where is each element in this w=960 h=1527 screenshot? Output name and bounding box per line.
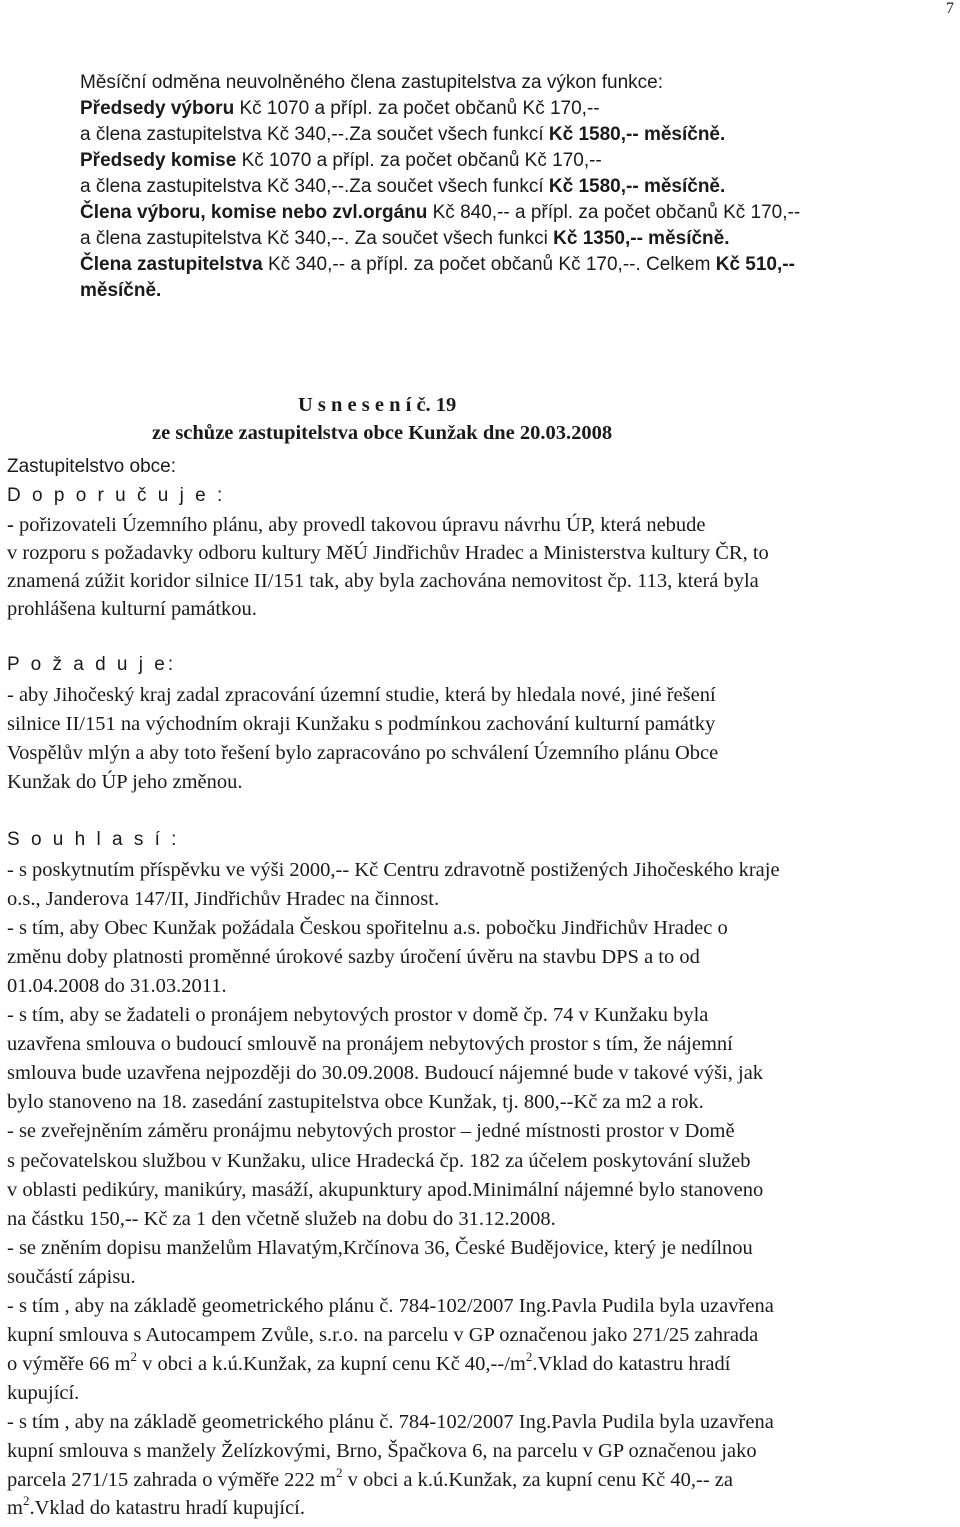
text-run: Kč 1070 a přípl. za počet občanů Kč 170,-- (236, 150, 602, 171)
text-run: v obci a k.ú.Kunžak, za kupní cenu Kč 40,--/m (137, 1353, 526, 1375)
text-run: .Vklad do katastru hradí (532, 1353, 731, 1375)
agrees-line: - s poskytnutím příspěvku ve výši 2000,-- Kč Centru zdravotně postižených Jihočeského kraje (7, 859, 780, 881)
text-run: a člena zastupitelstva Kč 340,--.Za součet všech funkcí (80, 124, 549, 145)
bold-label: Člena výboru, komise nebo zvl.orgánu (80, 202, 428, 223)
text-run: .Vklad do katastru hradí kupující. (29, 1497, 306, 1519)
recommends-line (7, 512, 706, 538)
text-run: a člena zastupitelstva Kč 340,--. Za součet všech funkci (80, 228, 554, 249)
agrees-line: - s tím, aby Obec Kunžak požádala Českou spořitelnu a.s. pobočku Jindřichův Hradec o (7, 917, 728, 939)
text-run: m (7, 1497, 23, 1519)
recommends-line: znamená zúžit koridor silnice II/151 tak, aby byla zachována nemovitost čp. 113, která byla (7, 570, 759, 592)
resolution-subtitle: ze schůze zastupitelstva obce Kunžak dne 20.03.2008 (152, 422, 613, 444)
text-run: pořizovateli Územního plánu, aby provedl takovou úpravu návrhu ÚP, která nebude (13, 514, 706, 536)
agrees-line: změnu doby platnosti proměnné úrokové sazby úročení úvěru na stavbu DPS a to od (7, 946, 700, 968)
superscript: 2 (22, 1493, 30, 1509)
agrees-line: uzavřena smlouva o budoucí smlouvě na pronájem nebytových prostor s tím, že nájemní (7, 1033, 733, 1055)
bold-amount: Kč 1580,-- měsíčně. (548, 124, 726, 145)
agrees-line: - s tím , aby na základě geometrického plánu č. 784-102/2007 Ing.Pavla Pudila byla uzavřena (7, 1411, 774, 1433)
text-run: v obci a k.ú.Kunžak, za kupní cenu Kč 40,-- za (342, 1469, 734, 1491)
bold-label: Předsedy komise (80, 150, 237, 171)
recommends-heading: D o p o r u č u j e : (7, 485, 226, 506)
agrees-line: kupující. (7, 1382, 80, 1404)
text-run: parcela 271/15 zahrada o výměře 222 m (7, 1469, 337, 1491)
remuneration-line: Měsíční odměna neuvolněného člena zastupitelstva za výkon funkce: (80, 72, 664, 93)
remuneration-line (80, 174, 725, 200)
page-number: 7 (946, 0, 954, 17)
remuneration-line (80, 200, 800, 226)
agrees-line: smlouva bude uzavřena nejpozději do 30.09.2008. Budoucí nájemné bude v takové výši, jak (7, 1062, 764, 1084)
text-run: a člena zastupitelstva Kč 340,--.Za součet všech funkcí (80, 176, 549, 197)
agrees-line: bylo stanoveno na 18. zasedání zastupitelstva obce Kunžak, tj. 800,--Kč za m2 a rok. (7, 1091, 704, 1113)
agrees-line (7, 1495, 305, 1521)
agrees-line: o.s., Janderova 147/II, Jindřichův Hradec na činnost. (7, 888, 440, 910)
bold-amount: Kč 1580,-- měsíčně. (548, 176, 726, 197)
superscript: 2 (525, 1349, 533, 1365)
bold-amount: Kč 1350,-- měsíčně. (553, 228, 730, 249)
requests-line: Vospělův mlýn a aby toto řešení bylo zapracováno po schválení Územního plánu Obce (7, 742, 719, 764)
superscript: 2 (336, 1465, 343, 1481)
agrees-line: v oblasti pedikúry, manikúry, masáží, akupunktury apod.Minimální nájemné bylo stanoveno (7, 1179, 764, 1201)
remuneration-line (80, 148, 602, 174)
agrees-line: kupní smlouva s manžely Želízkovými, Brno, Špačkova 6, na parcelu v GP označenou jako (7, 1440, 757, 1462)
council-label: Zastupitelstvo obce: (7, 456, 176, 477)
bold-label: Předsedy výboru (80, 98, 235, 119)
text-run: Kč 840,-- a přípl. za počet občanů Kč 170,-- (427, 202, 801, 223)
text-run: Kč 1070 a přípl. za počet občanů Kč 170,-- (234, 98, 600, 119)
resolution-title: U s n e s e n í č. 19 (298, 394, 457, 416)
agrees-line: - s tím , aby na základě geometrického plánu č. 784-102/2007 Ing.Pavla Pudila byla uzavřena (7, 1295, 774, 1317)
agrees-line (7, 1467, 733, 1493)
recommends-line: v rozporu s požadavky odboru kultury MěÚ Jindřichův Hradec a Ministerstva kultury ČR, to (7, 542, 769, 564)
remuneration-line (80, 96, 600, 122)
agrees-line: 01.04.2008 do 31.03.2011. (7, 975, 227, 997)
bold-label: Člena zastupitelstva (80, 254, 263, 275)
agrees-heading: S o u h l a s í : (7, 829, 180, 850)
bold-amount: Kč 510,-- (715, 254, 795, 275)
agrees-line (7, 1351, 730, 1377)
recommends-line: prohlášena kulturní památkou. (7, 598, 257, 620)
agrees-line: součástí zápisu. (7, 1266, 136, 1288)
agrees-line: - se zveřejněním záměru pronájmu nebytových prostor – jedné místnosti prostor v Domě (7, 1120, 735, 1142)
remuneration-line: měsíčně. (80, 280, 162, 301)
remuneration-line (80, 226, 730, 252)
agrees-line: na částku 150,-- Kč za 1 den včetně služeb na dobu do 31.12.2008. (7, 1208, 556, 1230)
remuneration-line (80, 122, 725, 148)
text-run: Kč 340,-- a přípl. za počet občanů Kč 170,--. Celkem (262, 254, 716, 275)
text-run: o výměře 66 m (7, 1353, 131, 1375)
agrees-line: kupní smlouva s Autocampem Zvůle, s.r.o. na parcelu v GP označenou jako 271/25 zahrada (7, 1324, 759, 1346)
requests-heading: P o ž a d u j e: (7, 654, 177, 675)
remuneration-line (80, 252, 795, 278)
requests-line: silnice II/151 na východním okraji Kunžaku s podmínkou zachování kulturní památky (7, 713, 716, 735)
agrees-line: - s tím, aby se žadateli o pronájem nebytových prostor v domě čp. 74 v Kunžaku byla (7, 1004, 709, 1026)
requests-line: Kunžak do ÚP jeho změnou. (7, 771, 243, 793)
dash: - (7, 514, 14, 536)
agrees-line: - se zněním dopisu manželům Hlavatým,Krčínova 36, České Budějovice, který je nedílnou (7, 1237, 753, 1259)
requests-line: - aby Jihočeský kraj zadal zpracování územní studie, která by hledala nové, jiné řešení (7, 684, 716, 706)
superscript: 2 (130, 1349, 138, 1365)
agrees-line: s pečovatelskou službou v Kunžaku, ulice Hradecká čp. 182 za účelem poskytování služeb (7, 1150, 751, 1172)
